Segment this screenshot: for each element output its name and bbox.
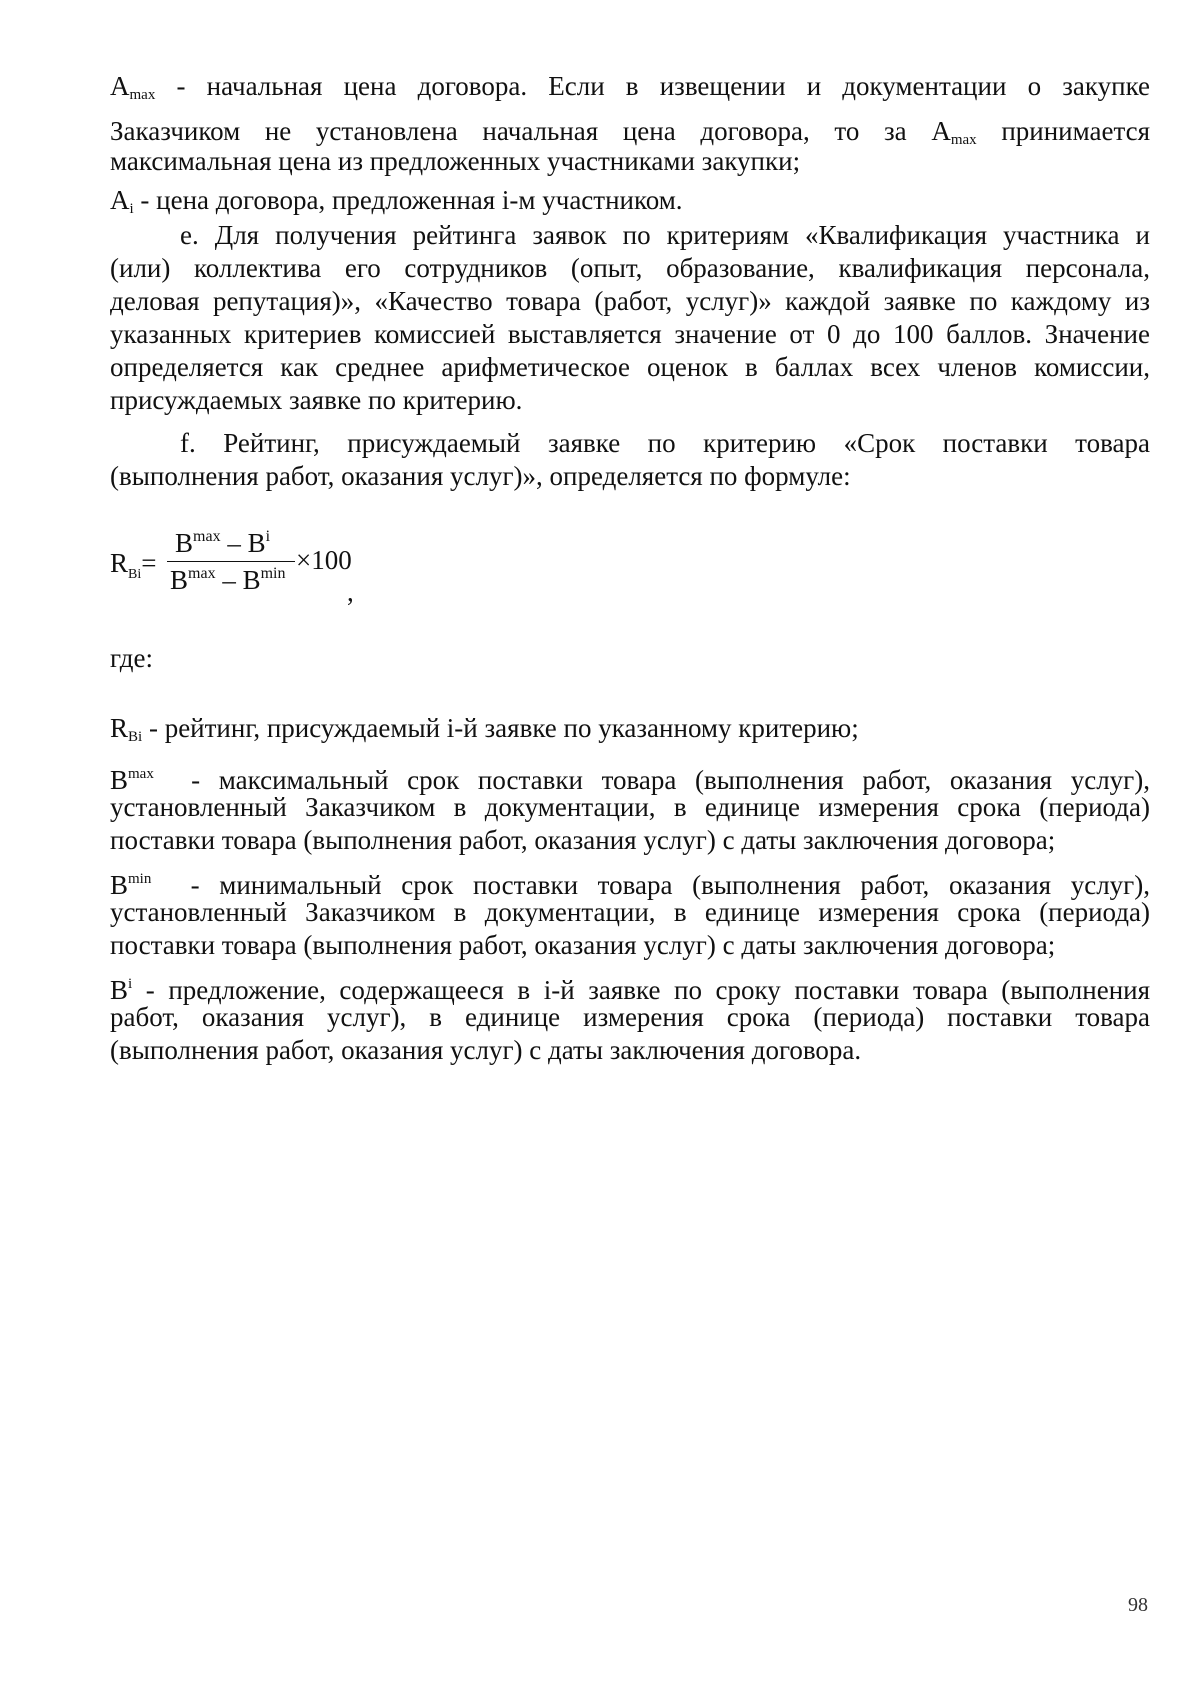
formula-denominator: $B^{max} - B^{min}$ xyxy=(170,565,286,595)
rbi-symbol: $R_{Bi}$ xyxy=(110,713,143,745)
para-e-line-3: деловая репутация)», «Качество товара (работ, услуг)» каждой заявке по каждому из xyxy=(110,286,1150,316)
amax-inline-symbol: $A_{max}$ xyxy=(931,116,977,148)
bi-definition-line-3: (выполнения работ, оказания услуг) с даты заключения договора. xyxy=(110,1035,862,1065)
amax-definition-line-1: $A_{max}$ - начальная цена договора. Если в извещении и документации о закупке xyxy=(110,71,1151,103)
amax-definition-line-2: Заказчиком не установлена начальная цена договора, то за $A_{max}$ принимается xyxy=(110,116,1151,148)
para-e-line-1: е. Для получения рейтинга заявок по критериям «Квалификация участника и xyxy=(180,220,1150,250)
where-label: где: xyxy=(110,643,153,673)
amax-symbol: $A_{max}$ xyxy=(110,71,156,103)
bmax-definition-line-2: установленный Заказчиком в документации, в единице измерения срока (периода) xyxy=(110,792,1150,822)
formula-multiplier: ×100 xyxy=(296,545,352,575)
para-e-line-6: присуждаемых заявке по критерию. xyxy=(110,385,523,415)
formula-lhs: $R_{Bi}=$ xyxy=(110,548,157,582)
para-f-line-2: (выполнения работ, оказания услуг)», определяется по формуле: xyxy=(110,461,851,491)
bmin-definition-line-2: установленный Заказчиком в документации, в единице измерения срока (периода) xyxy=(110,897,1150,927)
formula-comma: , xyxy=(347,577,354,607)
para-e-line-5: определяется как среднее арифметическое оценок в баллах всех членов комиссии, xyxy=(110,352,1150,382)
bmax-definition-line-1: $B^{max}$ - максимальный срок поставки товара (выполнения работ, оказания услуг), xyxy=(110,765,1150,795)
page-number: 98 xyxy=(1128,1594,1148,1616)
bi-definition-line-1: $B^i$ - предложение, содержащееся в i-й заявке по сроку поставки товара (выполнения xyxy=(110,975,1151,1005)
bi-definition-line-2: работ, оказания услуг), в единице измерения срока (периода) поставки товара xyxy=(110,1002,1150,1032)
bmin-definition-line-3: поставки товара (выполнения работ, оказания услуг) с даты заключения договора; xyxy=(110,930,1056,960)
rbi-definition: $R_{Bi}$ - рейтинг, присуждаемый i-й заявке по указанному критерию; xyxy=(110,713,859,745)
bmax-definition-line-3: поставки товара (выполнения работ, оказания услуг) с даты заключения договора; xyxy=(110,825,1056,855)
formula-numerator: $B^{max} - B^i$ xyxy=(175,528,271,558)
formula-fraction-bar xyxy=(167,561,295,562)
ai-definition: $A_i$ - цена договора, предложенная i-м участником. xyxy=(110,185,683,217)
para-f-line-1: f. Рейтинг, присуждаемый заявке по критерию «Срок поставки товара xyxy=(180,428,1150,458)
amax-definition-line-3: максимальная цена из предложенных участниками закупки; xyxy=(110,146,801,176)
bmax-symbol: $B^{max}$ xyxy=(110,765,154,795)
ai-symbol: $A_i$ xyxy=(110,185,134,217)
bi-symbol: $B^i$ xyxy=(110,975,133,1005)
bmin-symbol: $B^{min}$ xyxy=(110,870,152,900)
para-e-line-2: (или) коллектива его сотрудников (опыт, образование, квалификация персонала, xyxy=(110,253,1150,283)
bmin-definition-line-1: $B^{min}$ - минимальный срок поставки товара (выполнения работ, оказания услуг), xyxy=(110,870,1151,900)
para-e-line-4: указанных критериев комиссией выставляется значение от 0 до 100 баллов. Значение xyxy=(110,319,1150,349)
